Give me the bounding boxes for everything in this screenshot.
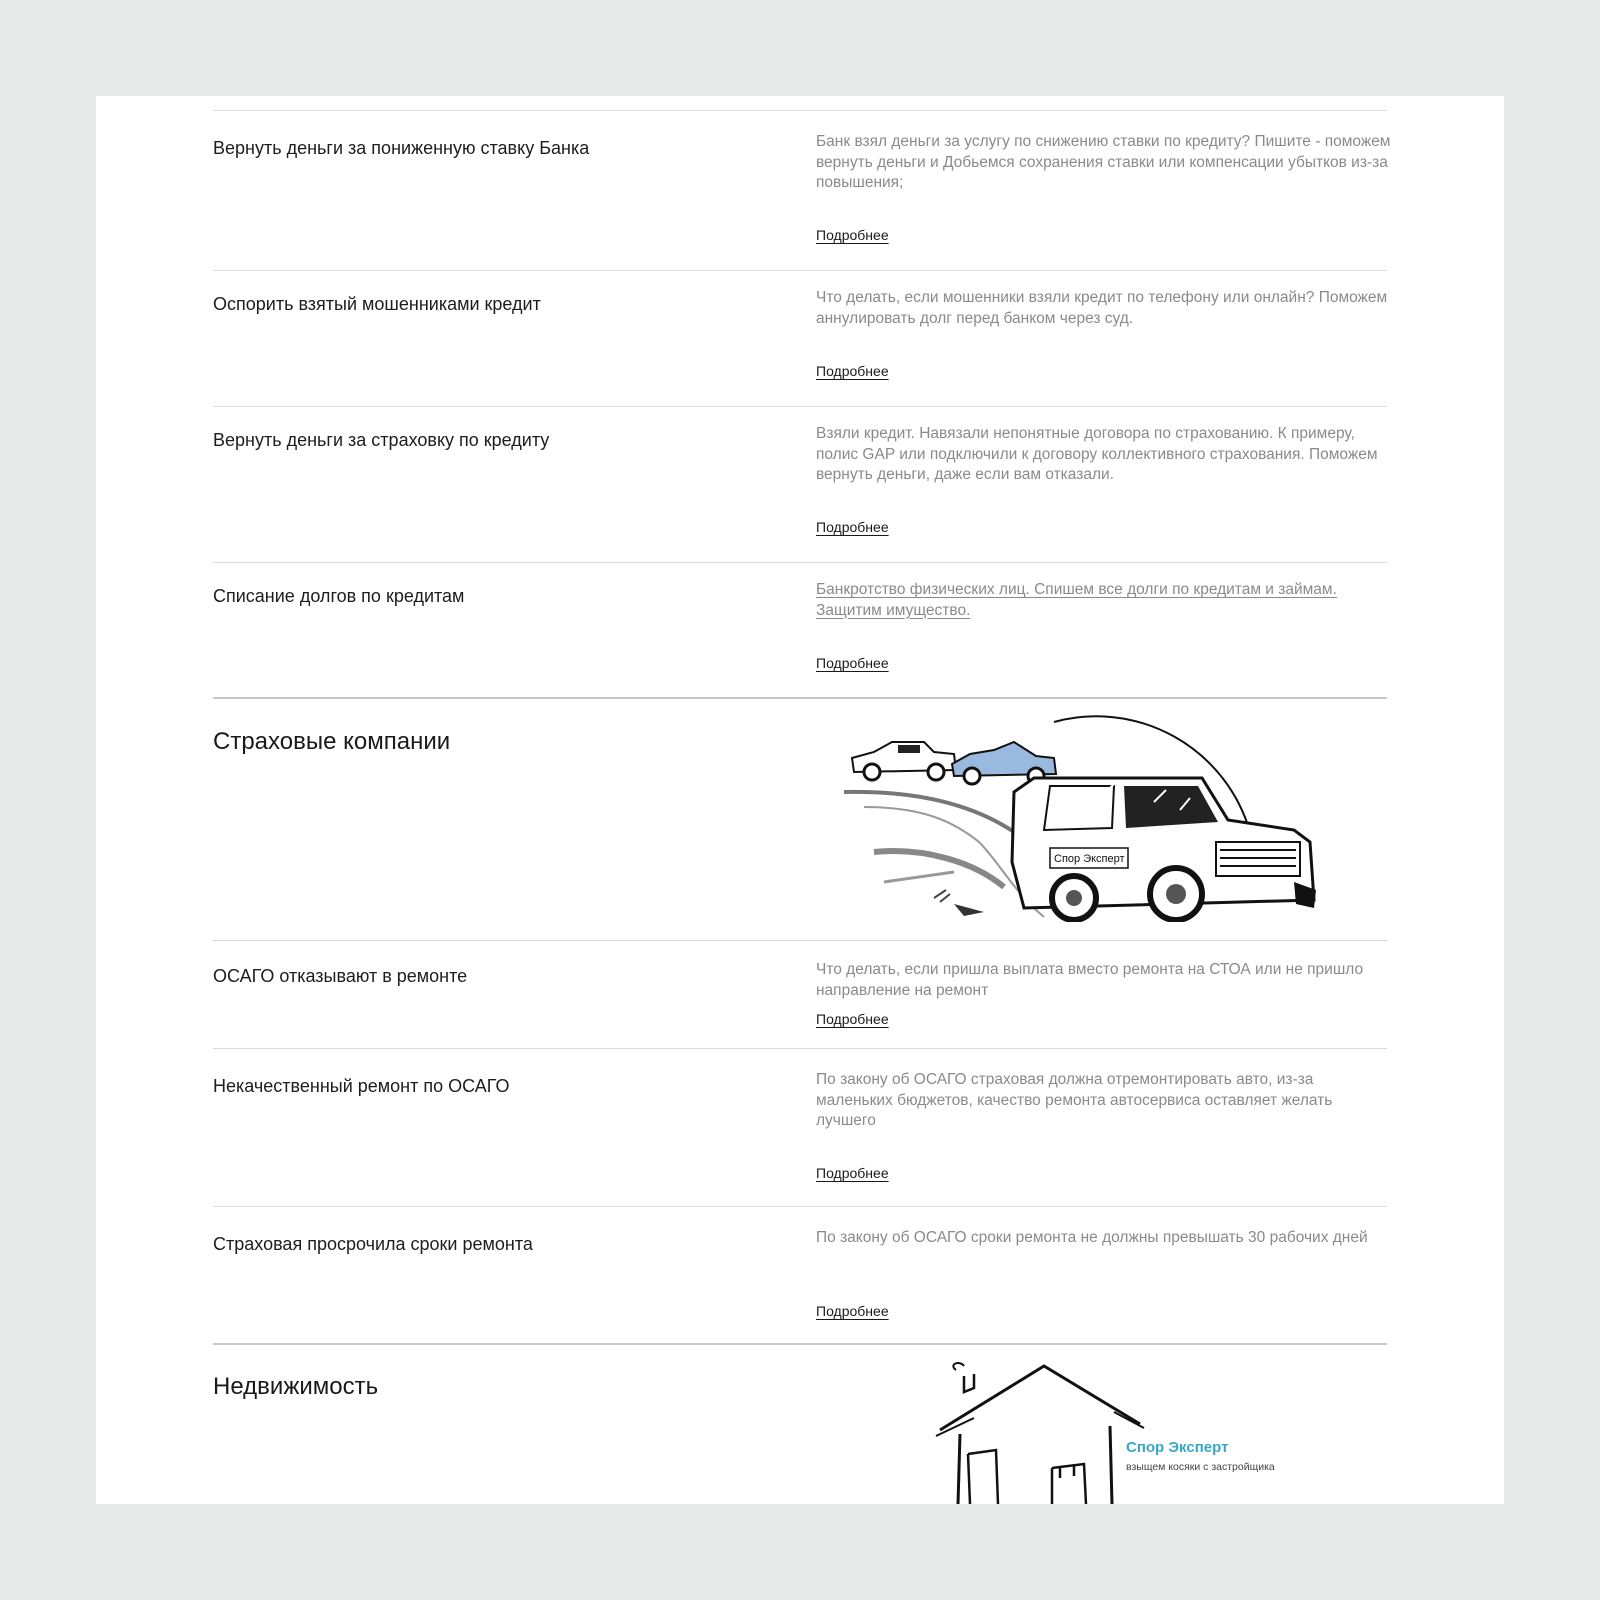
more-link[interactable]: Подробнее [816, 227, 889, 243]
more-link[interactable]: Подробнее [816, 1011, 889, 1027]
item-title: Вернуть деньги за страховку по кредиту [213, 430, 550, 450]
brand-name: Спор Эксперт [1126, 1439, 1229, 1456]
more-link[interactable]: Подробнее [816, 1303, 889, 1319]
house-illustration [934, 1358, 1294, 1504]
car-label: Спор Эксперт [1054, 853, 1125, 865]
item-title: Оспорить взятый мошенниками кредит [213, 294, 541, 314]
cars-illustration [814, 712, 1374, 922]
more-link[interactable]: Подробнее [816, 1165, 889, 1181]
section-divider [213, 1343, 1387, 1345]
divider [213, 940, 1387, 941]
car-white [852, 742, 956, 780]
more-link[interactable]: Подробнее [816, 363, 889, 379]
brand-tagline: взыщем косяки с застройщика [1126, 1461, 1275, 1473]
divider [213, 270, 1387, 271]
divider [213, 562, 1387, 563]
item-description: Что делать, если пришла выплата вместо ремонта на СТОА или не пришло направление на ремонт [816, 961, 1364, 999]
item-description: Банк взял деньги за услугу по снижению ставки по кредиту? Пишите - поможем вернуть деньги и Добьемся сохранения ставки или компенсации убытков из-за повышения; [816, 133, 1391, 191]
item-description-link[interactable]: Банкротство физических лиц. Спишем все долги по кредитам и займам. Защитим имущество. [816, 581, 1337, 619]
more-link[interactable]: Подробнее [816, 655, 889, 671]
divider [213, 110, 1387, 111]
item-description: По закону об ОСАГО страховая должна отремонтировать авто, из-за маленьких бюджетов, качество ремонта автосервиса оставляет желать лучшего [816, 1071, 1333, 1129]
item-title: Списание долгов по кредитам [213, 586, 465, 606]
divider [213, 1048, 1387, 1049]
suv [1012, 778, 1316, 920]
section-title-realty: Недвижимость [213, 1373, 379, 1400]
item-title: Вернуть деньги за пониженную ставку Банка [213, 138, 590, 158]
item-description: Что делать, если мошенники взяли кредит по телефону или онлайн? Поможем аннулировать долг перед банком через суд. [816, 289, 1388, 327]
section-divider [213, 697, 1387, 699]
more-link[interactable]: Подробнее [816, 519, 889, 535]
item-title: Некачественный ремонт по ОСАГО [213, 1076, 510, 1096]
item-title: ОСАГО отказывают в ремонте [213, 966, 468, 986]
item-description: По закону об ОСАГО сроки ремонта не должны превышать 30 рабочих дней [816, 1229, 1368, 1246]
page-card [96, 96, 1504, 1504]
section-title-insurance: Страховые компании [213, 728, 451, 755]
item-title: Страховая просрочила сроки ремонта [213, 1234, 533, 1254]
divider [213, 1206, 1387, 1207]
divider [213, 406, 1387, 407]
item-description: Взяли кредит. Навязали непонятные договора по страхованию. К примеру, полис GAP или подключили к договору коллективного страхования. Поможем вернуть деньги, даже если вам отказали. [816, 425, 1378, 483]
